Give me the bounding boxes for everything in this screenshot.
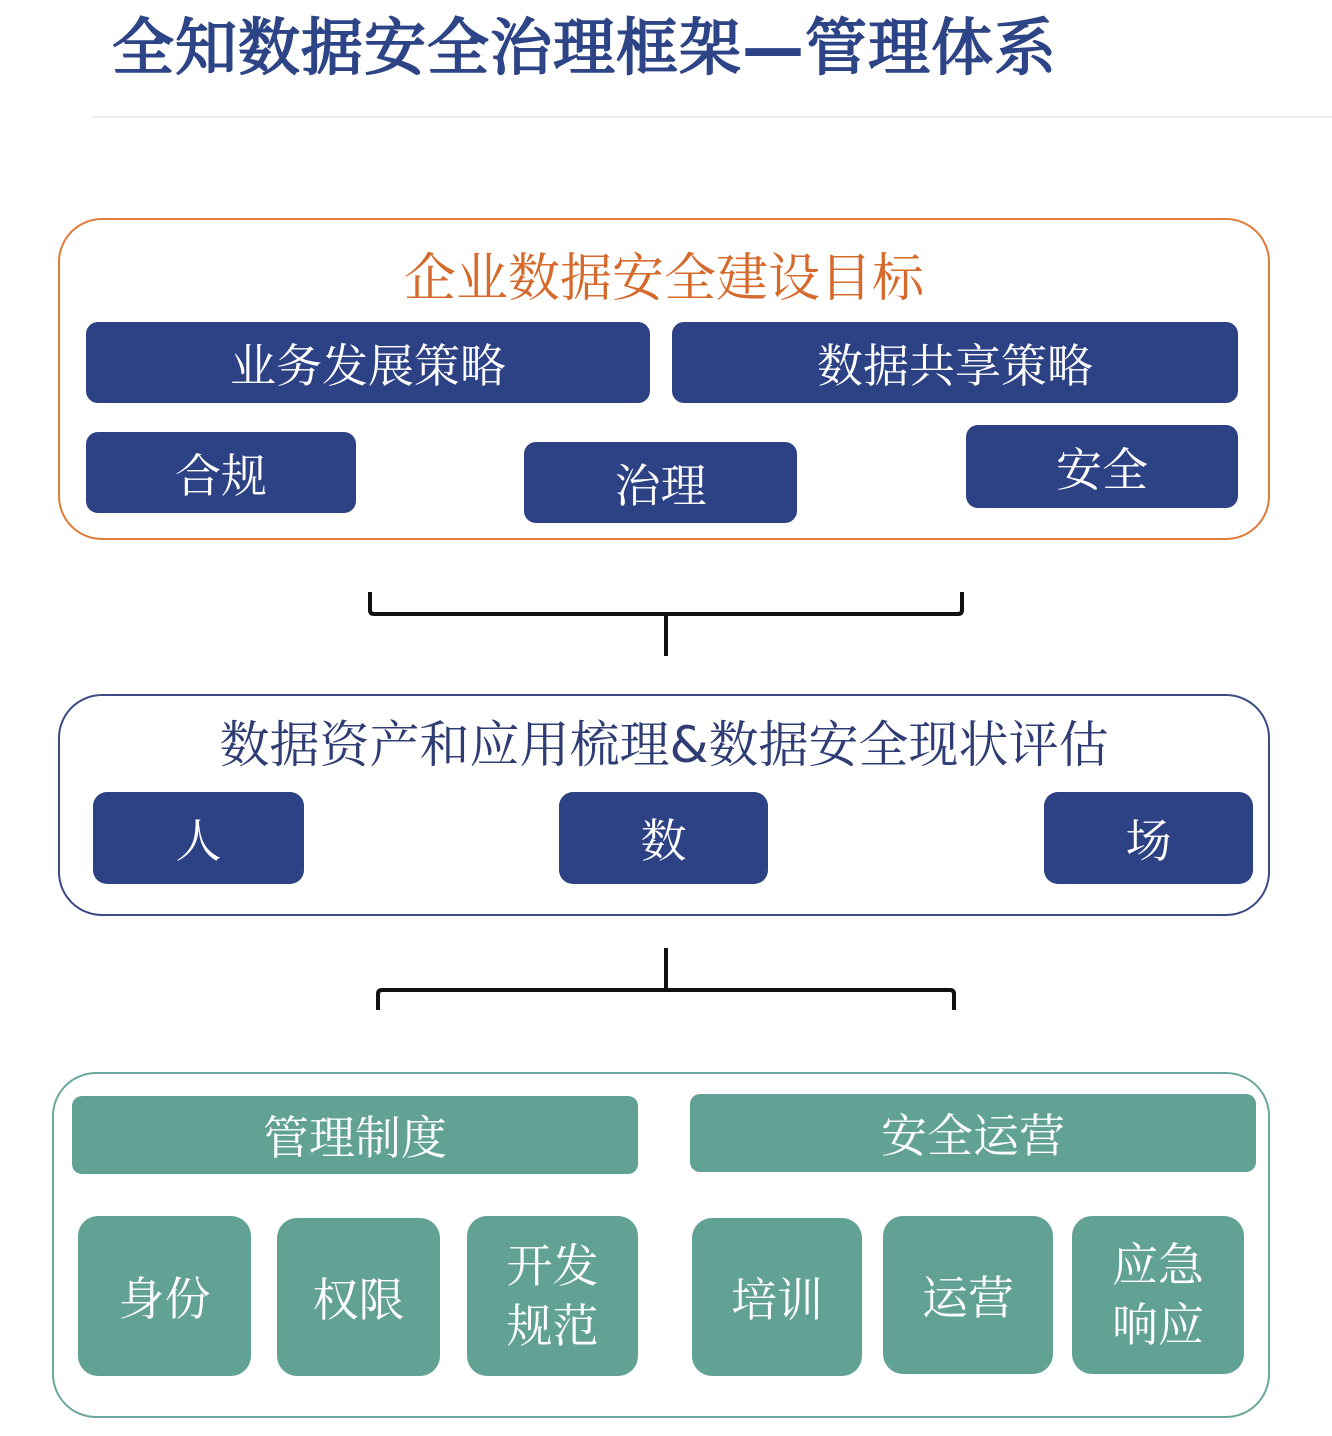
item-dev-standard-box	[467, 1216, 638, 1376]
item-emergency-line2: 响应	[1112, 1298, 1204, 1352]
goals-heading: 企业数据安全建设目标	[403, 248, 924, 309]
item-permission-box: 权限	[277, 1218, 440, 1376]
goal-governance-box: 治理	[524, 442, 797, 523]
item-identity-box: 身份	[78, 1216, 251, 1376]
page-title: 全知数据安全治理框架—管理体系	[112, 11, 1058, 84]
item-emergency-line1: 应急	[1112, 1238, 1204, 1292]
element-people-box: 人	[93, 792, 304, 884]
goal-compliance-box: 合规	[86, 432, 356, 513]
element-data-box: 数	[559, 792, 768, 884]
management-system-box: 管理制度	[72, 1096, 638, 1174]
goal-security-box: 安全	[966, 425, 1238, 508]
item-dev-standard-line2: 规范	[506, 1299, 599, 1353]
item-operations-box: 运营	[883, 1216, 1053, 1374]
security-operations-box: 安全运营	[690, 1094, 1256, 1172]
element-scenario-box: 场	[1044, 792, 1253, 884]
item-dev-standard-line1: 开发	[506, 1239, 599, 1293]
assessment-heading: 数据资产和应用梳理&数据安全现状评估	[219, 716, 1109, 774]
item-training-box: 培训	[692, 1218, 862, 1376]
strategy-sharing-box: 数据共享策略	[672, 322, 1238, 403]
item-emergency-response-box	[1072, 1216, 1244, 1374]
strategy-business-box: 业务发展策略	[86, 322, 650, 403]
